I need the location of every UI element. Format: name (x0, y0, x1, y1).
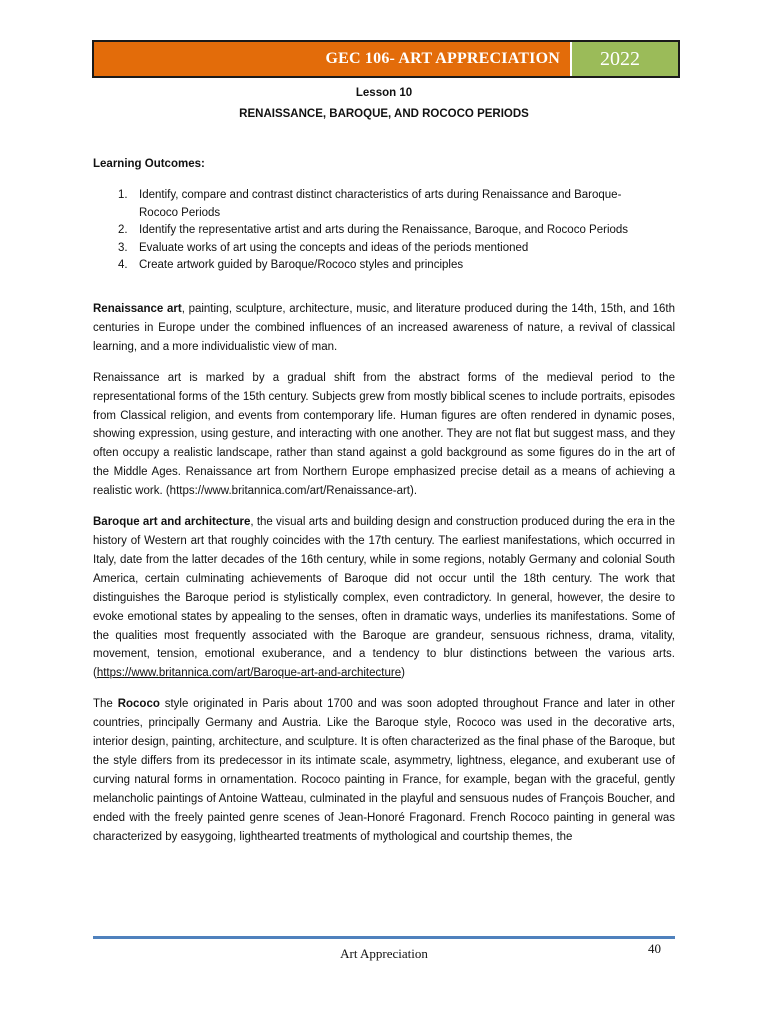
outcomes-list (118, 187, 658, 275)
outcome-item (118, 187, 658, 222)
page-number: 40 (648, 941, 661, 956)
lesson-title: RENAISSANCE, BAROQUE, AND ROCOCO PERIODS (239, 108, 529, 120)
paragraph-text: Renaissance art is marked by a gradual shift from the abstract forms of the medieval period to the representational forms of the 15th century. Subjects grew from mostly biblical scenes to include portraits, episodes from Classical religion, and events from contemporary life. Human figures are often rendered in dynamic poses, showing expression, using gesture, and interacting with one another. They are not flat but suggest mass, and they often occupy a realistic landscape, rather than stand against a gold background as some figures do in the art of the Middle Ages. Renaissance art from Northern Europe emphasized precise detail as a means of achieving a realistic work. (https://www.britannica.com/art/Renaissance-art). (93, 371, 675, 498)
outcome-item (118, 257, 658, 275)
paragraph-rococo (93, 695, 675, 846)
term-rococo: Rococo (117, 698, 160, 711)
outcome-text: Identify, compare and contrast distinct characteristics of arts during Renaissance and Baroque-Rococo Periods (139, 189, 622, 219)
body-content (93, 300, 675, 858)
paragraph-text: , painting, sculpture, architecture, music, and literature produced during the 14th, 15th, and 16th centuries in Europe under the combined influences of an increased awareness of nature, a revival of classical learning, and a more individualistic view of man. (93, 303, 676, 353)
footer-divider (93, 936, 675, 939)
outcome-text: Evaluate works of art using the concepts and ideas of the periods mentioned (139, 241, 529, 254)
paragraph-text-tail: ) (401, 667, 405, 680)
outcome-text: Create artwork guided by Baroque/Rococo styles and principles (139, 259, 464, 271)
paragraph-renaissance-definition (93, 300, 675, 357)
paragraph-renaissance-description (93, 369, 675, 501)
term-baroque-art: Baroque art and architecture (93, 516, 251, 529)
outcome-number: 2. (118, 224, 128, 236)
course-title: GEC 106- ART APPRECIATION (94, 42, 570, 76)
footer-label: Art Appreciation (340, 946, 428, 961)
outcome-number: 4. (118, 259, 128, 271)
term-renaissance-art: Renaissance art (93, 303, 182, 315)
outcome-text: Identify the representative artist and arts during the Renaissance, Baroque, and Rococo Periods (139, 224, 629, 236)
header-year: 2022 (570, 42, 678, 76)
header-banner (92, 40, 680, 78)
outcome-number: 3. (118, 241, 128, 254)
paragraph-text: style originated in Paris about 1700 and was soon adopted throughout France and later in other countries, principally Germany and Austria. Like the Baroque style, Rococo was used in the decorative arts, interior design, painting, architecture, and sculpture. It is often characterized as the final phase of the Baroque, but the style differs from its predecessor in its intimate scale, asymmetry, lightness, elegance, and exuberant use of curving natural forms in ornamentation. Rococo painting in France, for example, began with the graceful, gently melancholic paintings of Antoine Watteau, culminated in the playful and sensuous nudes of François Boucher, and ended with the freely painted genre scenes of Jean-Honoré Fragonard. French Rococo painting in general was characterized by easygoing, lighthearted treatments of mythological and courtship themes, the (93, 698, 676, 843)
outcome-item (118, 240, 658, 258)
paragraph-baroque (93, 513, 675, 683)
outcomes-heading: Learning Outcomes: (93, 158, 205, 170)
paragraph-prefix: The (93, 698, 118, 711)
paragraph-text: , the visual arts and building design and construction produced during the era in the history of Western art that roughly coincides with the 17th century. The earliest manifestations, which occurred in Italy, date from the latter decades of the 16th century, while in some regions, notably Germany and colonial South America, certain culminating achievements of Baroque did not occur until the 18th century. The work that distinguishes the Baroque period is stylistically complex, even contradictory. In general, however, the desire to evoke emotional states by appealing to the senses, often in dramatic ways, underlies its manifestations. Some of the qualities most frequently associated with the Baroque are grandeur, sensuous richness, drama, vitality, movement, tension, emotional exuberance, and a tendency to blur distinctions between the various arts. ( (93, 516, 675, 680)
lesson-number: Lesson 10 (355, 87, 413, 99)
outcome-number: 1. (118, 189, 128, 201)
outcome-item (118, 222, 658, 240)
baroque-source-link[interactable]: https://www.britannica.com/art/Baroque-art-and-architecture (96, 667, 402, 680)
